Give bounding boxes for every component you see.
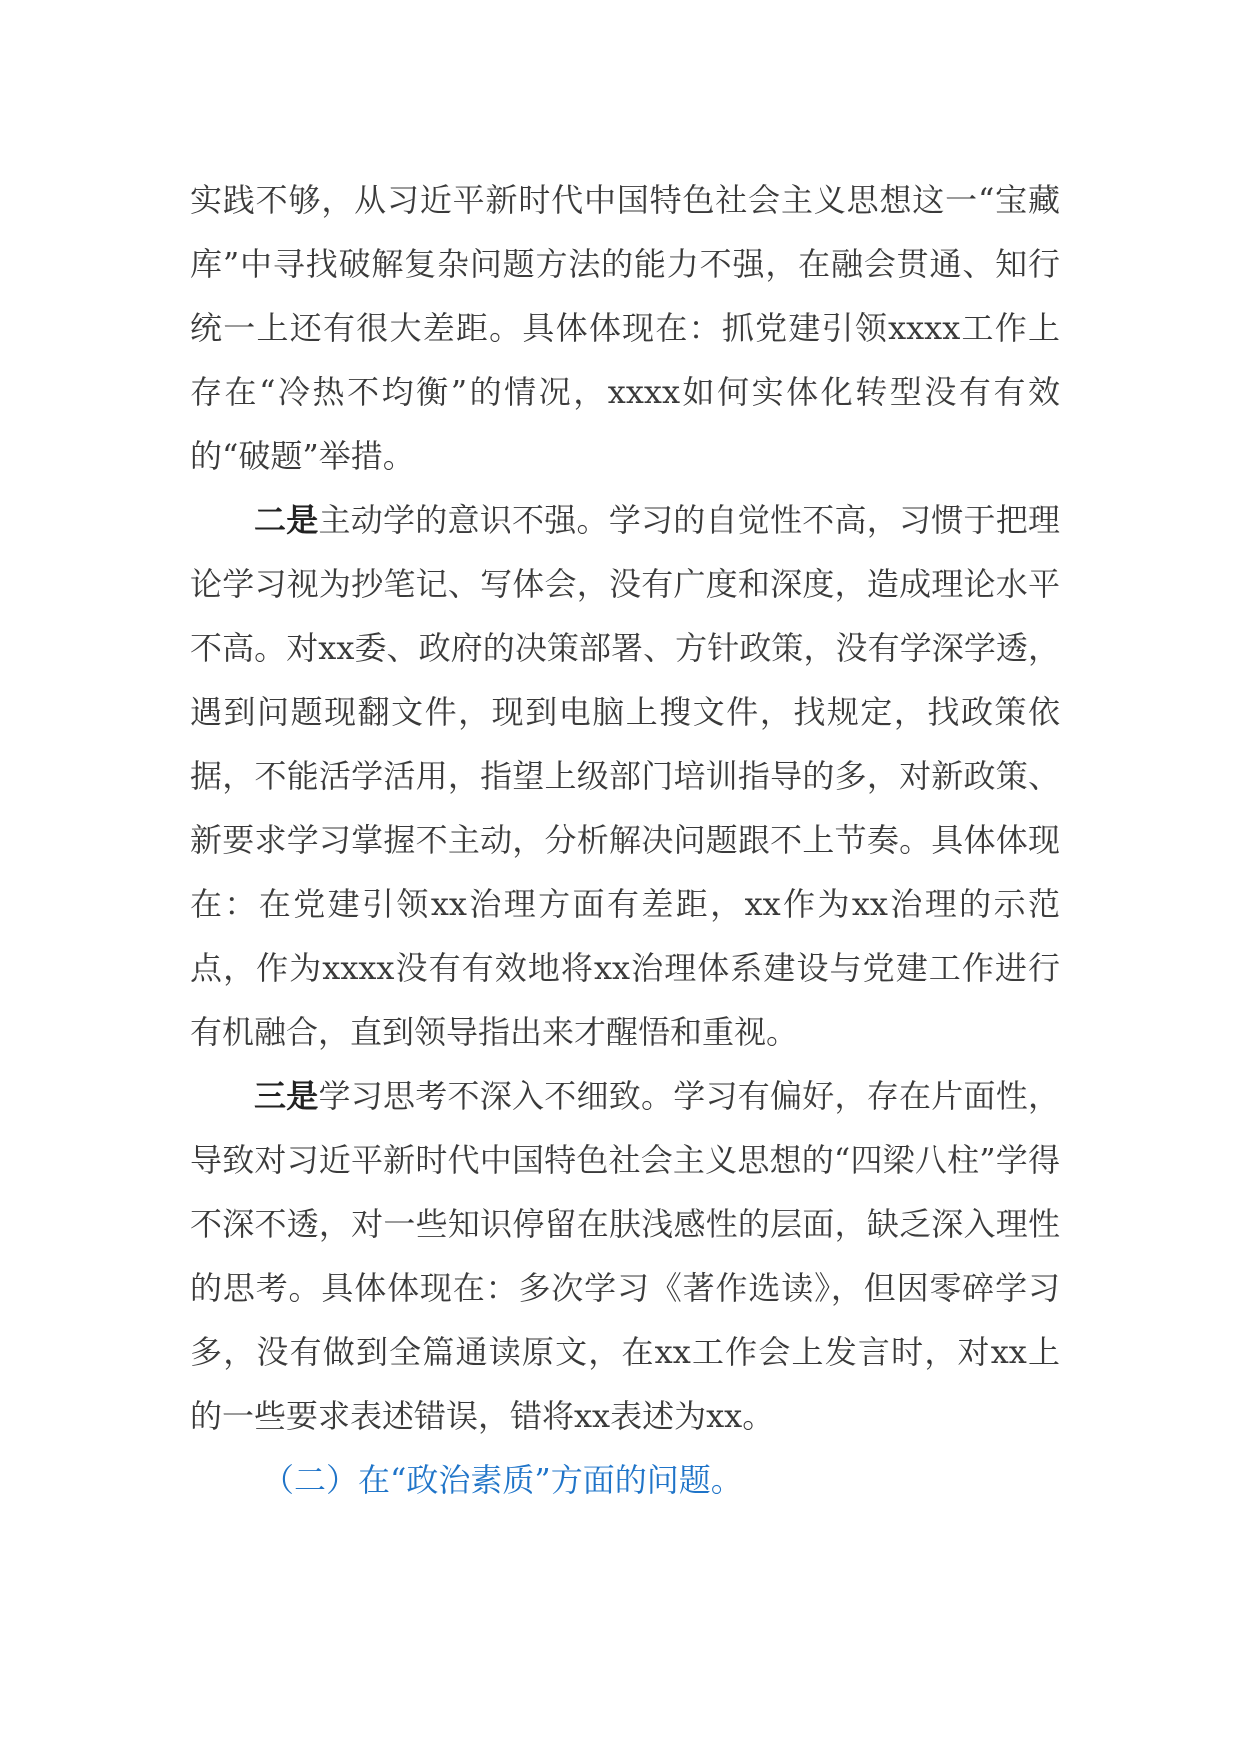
paragraph-continuation: 实践不够，从习近平新时代中国特色社会主义思想这一“宝藏库”中寻找破解复杂问题方法的能力不强，在融会贯通、知行统一上还有很大差距。具体体现在：抓党建引领xxxx工作上存在“冷热不均衡”的情况，xxxx如何实体化转型没有有效的“破题”举措。 <box>190 181 1060 475</box>
paragraph-point-two <box>190 488 1060 1064</box>
point-three-text: 学习思考不深入不细致。学习有偏好，存在片面性，导致对习近平新时代中国特色社会主义思想的“四梁八柱”学得不深不透，对一些知识停留在肤浅感性的层面，缺乏深入理性的思考。具体体现在：多次学习《著作选读》，但因零碎学习多，没有做到全篇通读原文，在xx工作会上发言时，对xx上的一些要求表述错误，错将xx表述为xx。 <box>190 1077 1060 1435</box>
point-two-text: 主动学的意识不强。学习的自觉性不高，习惯于把理论学习视为抄笔记、写体会，没有广度和深度，造成理论水平不高。对xx委、政府的决策部署、方针政策，没有学深学透，遇到问题现翻文件，现到电脑上搜文件，找规定，找政策依据，不能活学活用，指望上级部门培训指导的多，对新政策、新要求学习掌握不主动，分析解决问题跟不上节奏。具体体现在：在党建引领xx治理方面有差距，xx作为xx治理的示范点，作为xxxx没有有效地将xx治理体系建设与党建工作进行有机融合，直到领导指出来才醒悟和重视。 <box>190 501 1060 1051</box>
section-heading: （二）在“政治素质”方面的问题。 <box>262 1461 743 1499</box>
paragraph-point-three <box>190 1064 1060 1448</box>
point-three-lead: 三是 <box>254 1077 319 1115</box>
point-two-lead: 二是 <box>254 501 319 539</box>
document-body <box>190 168 1060 1512</box>
